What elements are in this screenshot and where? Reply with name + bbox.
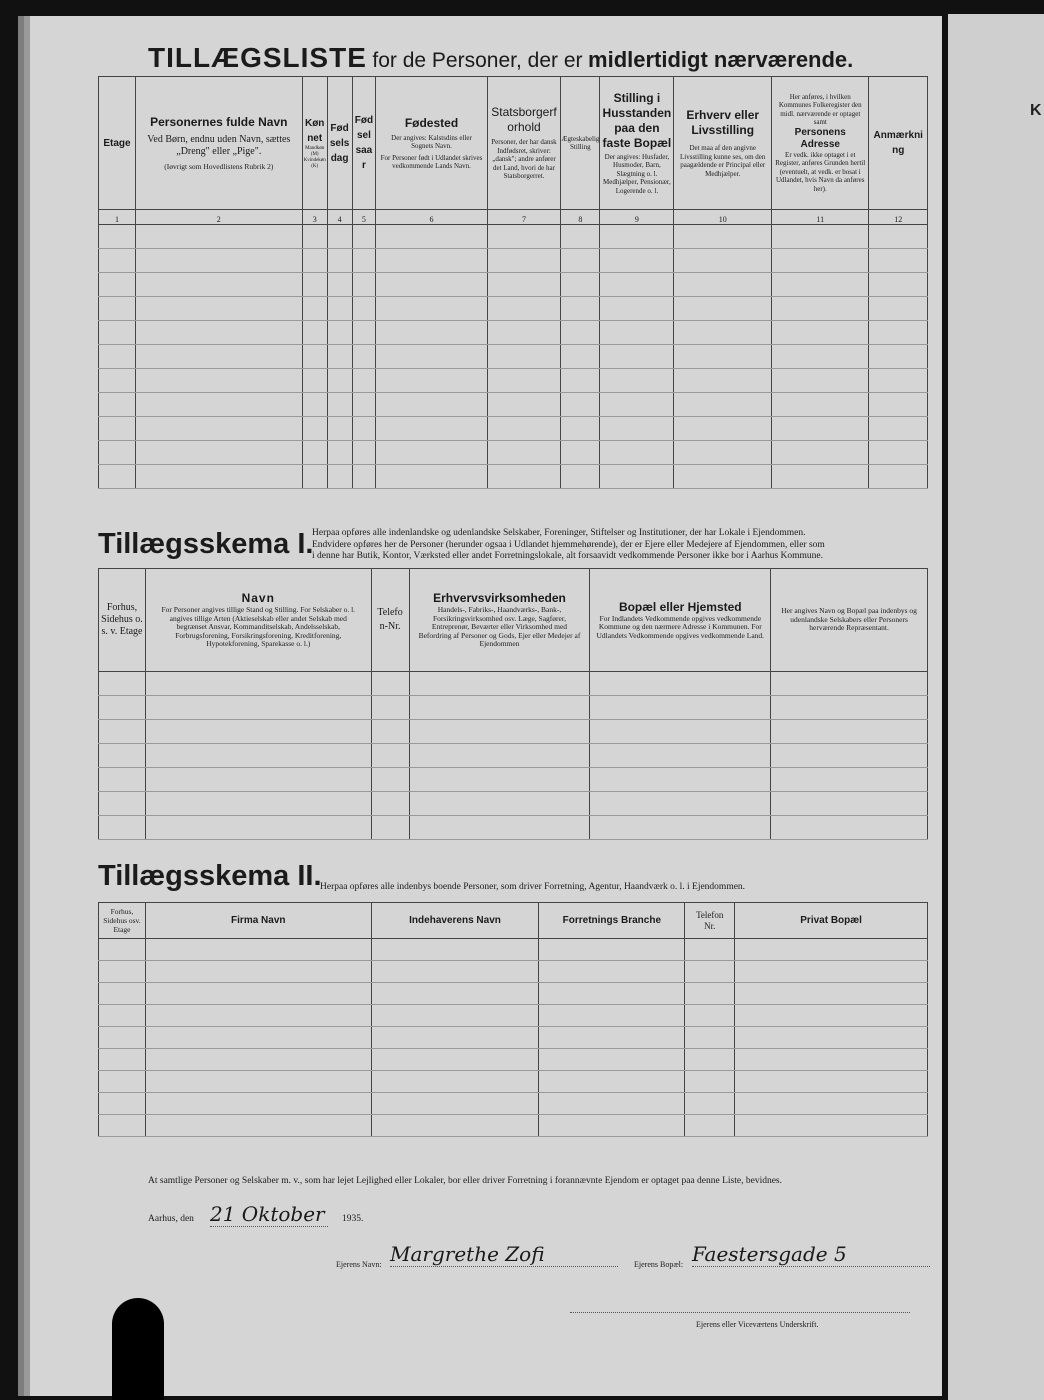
table-cell xyxy=(771,720,928,744)
table-row xyxy=(99,1071,928,1093)
table-cell xyxy=(302,273,327,297)
table-cell xyxy=(302,345,327,369)
table-cell xyxy=(561,345,600,369)
table-cell xyxy=(376,441,487,465)
table-cell xyxy=(561,417,600,441)
table-cell xyxy=(869,369,928,393)
table-cell xyxy=(327,465,352,489)
table-cell xyxy=(735,1005,928,1027)
table-cell xyxy=(145,792,371,816)
table-cell xyxy=(99,1027,146,1049)
skema1-table: Forhus, Sidehus o. s. v. Etage Navn For Personer angives tillige Stand og Stilling. For Selskaber o. l. angives tillige Arten (Aktieselskab eller andet Selskab med begrænset Ansvar, Kommanditselskab, Andelsselskab, Forbrugsforening, Forsikringsforening, Kreditforening, Hypotekforening, Sparekasse o. l.) Telefon-Nr. Erhvervsvirksomheden Handels-, Fabriks-, Haandværks-, Bank-, Forsikringsvirksomhed osv. Læge, Sagfører, Entreprenør, Beværter eller Virksomhed med Befordring af Personer og Gods, Ejer eller Medejer af Ejendommen Bopæl eller Hjemsted For Indlandets Vedkommende opgives vedkommende Kommune og den nærmere Adresse i Kommunen. For Udlandets Vedkommende opgives vedkommende Land. Her angives Navn og Bopæl paa indenbys og udenlandske Selskabers eller Personers herværende Repræsentant. xyxy=(98,568,928,840)
table-cell xyxy=(302,441,327,465)
table-cell xyxy=(371,744,409,768)
col-name: Personernes fulde Navn Ved Børn, endnu uden Navn, sættes „Dreng" eller „Pige". (Iøvrigt som Hovedlistens Rubrik 2) xyxy=(135,77,302,210)
table-cell xyxy=(674,345,772,369)
table-cell xyxy=(371,1049,539,1071)
table-cell xyxy=(371,1071,539,1093)
table-cell xyxy=(327,273,352,297)
handwritten-owner-name: Margrethe Zofi xyxy=(390,1242,618,1267)
table-cell xyxy=(600,393,674,417)
table-cell xyxy=(352,417,376,441)
table-cell xyxy=(487,225,561,249)
table-cell xyxy=(409,672,590,696)
table-cell xyxy=(600,465,674,489)
skema2-table: Forhus, Sidehus osv. Etage Firma Navn Indehaverens Navn Forretnings Branche Telefon Nr. Privat Bopæl xyxy=(98,902,928,1137)
table-cell xyxy=(99,1115,146,1137)
table-cell xyxy=(735,1115,928,1137)
table-cell xyxy=(487,297,561,321)
table-cell xyxy=(600,321,674,345)
table-cell xyxy=(869,441,928,465)
skema1-note: Herpaa opføres alle indenlandske og udenlandske Selskaber, Foreninger, Stiftelser og Institutioner, der har Lokale i Ejendommen. Endvidere opføres her de Personer (herunder ogsaa i Udlandet hjemmehørende), der er Ejere eller Medejere af Ejendommen, eller som i denne har Butik, Kontor, Værksted eller andet Forretningslokale, alt forsaavidt vedkommende Personer ikke bor i Aarhus Kommune. xyxy=(312,528,825,561)
table-cell xyxy=(135,417,302,441)
table-cell xyxy=(99,792,146,816)
table-cell xyxy=(674,393,772,417)
table-cell xyxy=(145,961,371,983)
table-cell xyxy=(145,1005,371,1027)
table-cell xyxy=(327,249,352,273)
table-cell xyxy=(376,225,487,249)
table-cell xyxy=(135,465,302,489)
table-cell xyxy=(352,393,376,417)
table-row xyxy=(99,792,928,816)
table-cell xyxy=(99,297,136,321)
table-cell xyxy=(99,961,146,983)
table-cell xyxy=(135,273,302,297)
table-cell xyxy=(99,1071,146,1093)
table-cell xyxy=(302,465,327,489)
table-row xyxy=(99,720,928,744)
table-cell xyxy=(99,273,136,297)
table-cell xyxy=(409,720,590,744)
table-cell xyxy=(371,672,409,696)
table-cell xyxy=(674,465,772,489)
table-cell xyxy=(600,417,674,441)
table-cell xyxy=(135,297,302,321)
table-cell xyxy=(371,1093,539,1115)
table-cell xyxy=(371,792,409,816)
table-cell xyxy=(99,393,136,417)
table-cell xyxy=(735,983,928,1005)
table-cell xyxy=(409,816,590,840)
table-cell xyxy=(772,225,869,249)
main-table-body xyxy=(99,225,928,489)
table-cell xyxy=(539,1093,685,1115)
col-etage: Etage xyxy=(99,77,136,210)
table-cell xyxy=(327,297,352,321)
table-cell xyxy=(600,273,674,297)
col-remarks: Anmærkning xyxy=(869,77,928,210)
table-cell xyxy=(371,696,409,720)
table-cell xyxy=(409,744,590,768)
table-cell xyxy=(487,321,561,345)
skema1-title: Tillægsskema I. xyxy=(98,528,314,560)
table-row xyxy=(99,441,928,465)
owner-address-label: Ejerens Bopæl: xyxy=(634,1260,684,1269)
table-cell xyxy=(145,816,371,840)
table-cell xyxy=(327,225,352,249)
table-cell xyxy=(99,1049,146,1071)
table-cell xyxy=(371,939,539,961)
skema2-note: Herpaa opføres alle indenbys boende Personer, som driver Forretning, Agentur, Haandværk o. l. i Ejendommen. xyxy=(320,882,746,892)
table-row xyxy=(99,939,928,961)
table-cell xyxy=(135,249,302,273)
table-cell xyxy=(99,225,136,249)
table-row xyxy=(99,1093,928,1115)
table-cell xyxy=(99,369,136,393)
table-cell xyxy=(674,417,772,441)
table-cell xyxy=(376,249,487,273)
table-cell xyxy=(145,1071,371,1093)
table-cell xyxy=(539,1115,685,1137)
table-cell xyxy=(771,696,928,720)
table-cell xyxy=(145,1027,371,1049)
table-cell xyxy=(590,768,771,792)
table-cell xyxy=(561,465,600,489)
table-cell xyxy=(600,225,674,249)
table-cell xyxy=(674,297,772,321)
table-cell xyxy=(561,321,600,345)
table-cell xyxy=(145,768,371,792)
table-cell xyxy=(674,225,772,249)
table-cell xyxy=(869,345,928,369)
table-cell xyxy=(771,792,928,816)
table-cell xyxy=(135,225,302,249)
table-cell xyxy=(352,273,376,297)
table-cell xyxy=(772,273,869,297)
col-birthyear: Fødselsaar xyxy=(352,77,376,210)
table-cell xyxy=(376,345,487,369)
table-cell xyxy=(771,768,928,792)
table-row xyxy=(99,225,928,249)
table-cell xyxy=(772,441,869,465)
table-cell xyxy=(771,672,928,696)
table-cell xyxy=(145,939,371,961)
table-cell xyxy=(352,321,376,345)
col-citizenship: Statsborgerforhold Personer, der har dansk Indfødsret, skriver: „dansk"; andre anfører det Land, hvori de har Statsborgerret. xyxy=(487,77,561,210)
table-cell xyxy=(99,321,136,345)
table-cell xyxy=(99,345,136,369)
table-cell xyxy=(685,1071,735,1093)
table-row xyxy=(99,744,928,768)
table-cell xyxy=(539,1027,685,1049)
table-row xyxy=(99,672,928,696)
table-cell xyxy=(590,672,771,696)
table-cell xyxy=(590,744,771,768)
col-gender: Kønnet Mandkøn (M) Kvindekøn (K) xyxy=(302,77,327,210)
table-cell xyxy=(685,1115,735,1137)
table-row xyxy=(99,249,928,273)
table-cell xyxy=(145,1093,371,1115)
table-cell xyxy=(99,696,146,720)
table-cell xyxy=(302,393,327,417)
table-cell xyxy=(145,1115,371,1137)
table-row xyxy=(99,1027,928,1049)
table-cell xyxy=(487,345,561,369)
table-cell xyxy=(487,465,561,489)
table-cell xyxy=(99,768,146,792)
skema2-title: Tillægsskema II. xyxy=(98,860,322,892)
table-cell xyxy=(539,961,685,983)
owner-name-label: Ejerens Navn: xyxy=(336,1260,382,1269)
col-address: Her anføres, i hvilken Kommunes Folkeregister den midl. nærværende er optaget samt Personens Adresse Er vedk. ikke optaget i et Register, anføres Grunden hertil (eventuelt, at vedk. er bosat i Udlandet, hvis Navn da anføres her). xyxy=(772,77,869,210)
table-cell xyxy=(869,225,928,249)
table-cell xyxy=(99,1093,146,1115)
page-title xyxy=(148,42,853,74)
table-cell xyxy=(376,297,487,321)
table-cell xyxy=(409,792,590,816)
table-cell xyxy=(600,297,674,321)
table-cell xyxy=(590,816,771,840)
table-cell xyxy=(487,441,561,465)
table-cell xyxy=(674,249,772,273)
table-cell xyxy=(327,417,352,441)
table-cell xyxy=(869,321,928,345)
col-birthplace: Fødested Der angives: Kalstsdins eller Sognets Navn. For Personer født i Udlandet skrives vedkommende Lands Navn. xyxy=(376,77,487,210)
table-cell xyxy=(539,1071,685,1093)
table-cell xyxy=(685,961,735,983)
table-cell xyxy=(685,1005,735,1027)
table-row xyxy=(99,369,928,393)
table-cell xyxy=(561,249,600,273)
table-cell xyxy=(539,1005,685,1027)
handwritten-date: 21 Oktober xyxy=(210,1202,328,1227)
table-row xyxy=(99,696,928,720)
table-cell xyxy=(99,672,146,696)
table-cell xyxy=(99,744,146,768)
table-cell xyxy=(487,369,561,393)
skema2-body xyxy=(99,939,928,1137)
table-cell xyxy=(376,273,487,297)
table-cell xyxy=(302,417,327,441)
footer-year: 1935. xyxy=(342,1214,364,1224)
table-cell xyxy=(371,1005,539,1027)
col-household: Stilling i Husstanden paa den faste Bopæl Der angives: Husfader, Husmoder, Barn, Slægtning o. l. Medhjælper, Pensionær, Logerende o. l. xyxy=(600,77,674,210)
table-cell xyxy=(145,983,371,1005)
table-cell xyxy=(600,249,674,273)
table-cell xyxy=(302,225,327,249)
table-cell xyxy=(869,273,928,297)
table-cell xyxy=(409,696,590,720)
table-cell xyxy=(371,768,409,792)
table-cell xyxy=(99,465,136,489)
table-cell xyxy=(376,321,487,345)
table-cell xyxy=(99,249,136,273)
table-cell xyxy=(674,369,772,393)
footer-city: Aarhus, den xyxy=(148,1214,194,1224)
table-cell xyxy=(376,393,487,417)
table-cell xyxy=(590,696,771,720)
table-cell xyxy=(685,1093,735,1115)
table-cell xyxy=(99,417,136,441)
footer-statement: At samtlige Personer og Selskaber m. v., som har lejet Lejlighed eller Lokaler, bor eller driver Forretning i forannævnte Ejendom er optaget paa denne Liste, bevidnes. xyxy=(148,1176,782,1186)
table-cell xyxy=(674,273,772,297)
table-cell xyxy=(561,297,600,321)
table-cell xyxy=(371,1027,539,1049)
table-row xyxy=(99,961,928,983)
table-cell xyxy=(352,465,376,489)
skema1-body xyxy=(99,672,928,840)
table-cell xyxy=(327,369,352,393)
signature-line xyxy=(570,1312,910,1313)
table-cell xyxy=(600,345,674,369)
table-cell xyxy=(352,225,376,249)
table-cell xyxy=(487,417,561,441)
title-main: TILLÆGSLISTE xyxy=(148,42,367,73)
table-cell xyxy=(735,1071,928,1093)
table-cell xyxy=(302,321,327,345)
table-cell xyxy=(371,816,409,840)
table-cell xyxy=(561,441,600,465)
table-cell xyxy=(135,321,302,345)
table-cell xyxy=(99,983,146,1005)
column-numbers-row: 1 2 3 4 5 6 7 8 9 10 11 12 xyxy=(99,210,928,225)
table-cell xyxy=(771,816,928,840)
table-cell xyxy=(99,441,136,465)
adjacent-page-edge: K xyxy=(948,14,1044,1400)
table-cell xyxy=(590,792,771,816)
table-row xyxy=(99,297,928,321)
col-occupation: Erhverv eller Livsstilling Det maa af den angivne Livsstilling kunne ses, om den paagældende er Principal eller Medhjælper. xyxy=(674,77,772,210)
table-cell xyxy=(772,393,869,417)
table-cell xyxy=(539,939,685,961)
table-cell xyxy=(302,249,327,273)
table-cell xyxy=(376,369,487,393)
table-cell xyxy=(352,441,376,465)
table-row xyxy=(99,1115,928,1137)
table-row xyxy=(99,345,928,369)
table-cell xyxy=(869,297,928,321)
table-row xyxy=(99,465,928,489)
binder-clip xyxy=(112,1298,164,1400)
table-cell xyxy=(685,983,735,1005)
table-cell xyxy=(352,369,376,393)
table-cell xyxy=(772,297,869,321)
table-cell xyxy=(869,417,928,441)
col-marital: Ægteskabelig Stilling xyxy=(561,77,600,210)
table-cell xyxy=(772,249,869,273)
table-cell xyxy=(772,465,869,489)
table-cell xyxy=(735,961,928,983)
table-cell xyxy=(135,369,302,393)
table-cell xyxy=(869,249,928,273)
table-cell xyxy=(735,1027,928,1049)
main-register-table xyxy=(98,76,928,489)
table-cell xyxy=(590,720,771,744)
table-cell xyxy=(561,369,600,393)
handwritten-owner-address: Faestersgade 5 xyxy=(692,1242,930,1267)
col-birthday: Fødselsdag xyxy=(327,77,352,210)
table-cell xyxy=(145,1049,371,1071)
table-row xyxy=(99,1049,928,1071)
title-end: midlertidigt nærværende. xyxy=(588,47,854,72)
table-cell xyxy=(561,393,600,417)
table-cell xyxy=(735,939,928,961)
title-middle: for de Personer, der er xyxy=(372,49,583,72)
table-cell xyxy=(327,321,352,345)
table-cell xyxy=(869,465,928,489)
table-cell xyxy=(327,441,352,465)
table-cell xyxy=(685,1027,735,1049)
table-cell xyxy=(869,393,928,417)
table-cell xyxy=(371,1115,539,1137)
table-cell xyxy=(371,983,539,1005)
table-cell xyxy=(99,939,146,961)
table-row xyxy=(99,321,928,345)
table-cell xyxy=(145,672,371,696)
table-cell xyxy=(674,321,772,345)
table-cell xyxy=(487,249,561,273)
table-cell xyxy=(539,983,685,1005)
table-cell xyxy=(685,1049,735,1071)
signature-label: Ejerens eller Viceværtens Underskrift. xyxy=(696,1320,819,1329)
table-cell xyxy=(99,816,146,840)
table-row xyxy=(99,1005,928,1027)
table-cell xyxy=(772,345,869,369)
table-cell xyxy=(600,369,674,393)
table-cell xyxy=(302,369,327,393)
table-cell xyxy=(772,417,869,441)
table-cell xyxy=(99,720,146,744)
table-cell xyxy=(561,225,600,249)
table-cell xyxy=(352,345,376,369)
table-cell xyxy=(771,744,928,768)
table-cell xyxy=(327,345,352,369)
table-cell xyxy=(674,441,772,465)
table-cell xyxy=(371,720,409,744)
table-row xyxy=(99,417,928,441)
table-row xyxy=(99,983,928,1005)
table-cell xyxy=(487,273,561,297)
table-row xyxy=(99,393,928,417)
table-cell xyxy=(135,345,302,369)
table-cell xyxy=(772,321,869,345)
table-cell xyxy=(600,441,674,465)
table-cell xyxy=(735,1049,928,1071)
table-cell xyxy=(409,768,590,792)
table-cell xyxy=(371,961,539,983)
table-cell xyxy=(327,393,352,417)
table-cell xyxy=(145,720,371,744)
form-page xyxy=(30,16,942,1396)
table-cell xyxy=(352,297,376,321)
table-cell xyxy=(561,273,600,297)
table-cell xyxy=(99,1005,146,1027)
table-cell xyxy=(685,939,735,961)
table-cell xyxy=(145,696,371,720)
table-cell xyxy=(539,1049,685,1071)
table-row xyxy=(99,768,928,792)
table-row xyxy=(99,816,928,840)
table-cell xyxy=(145,744,371,768)
table-cell xyxy=(352,249,376,273)
table-cell xyxy=(772,369,869,393)
table-cell xyxy=(135,441,302,465)
table-cell xyxy=(302,297,327,321)
table-cell xyxy=(376,465,487,489)
table-cell xyxy=(487,393,561,417)
table-cell xyxy=(376,417,487,441)
table-cell xyxy=(735,1093,928,1115)
table-cell xyxy=(135,393,302,417)
table-row xyxy=(99,273,928,297)
